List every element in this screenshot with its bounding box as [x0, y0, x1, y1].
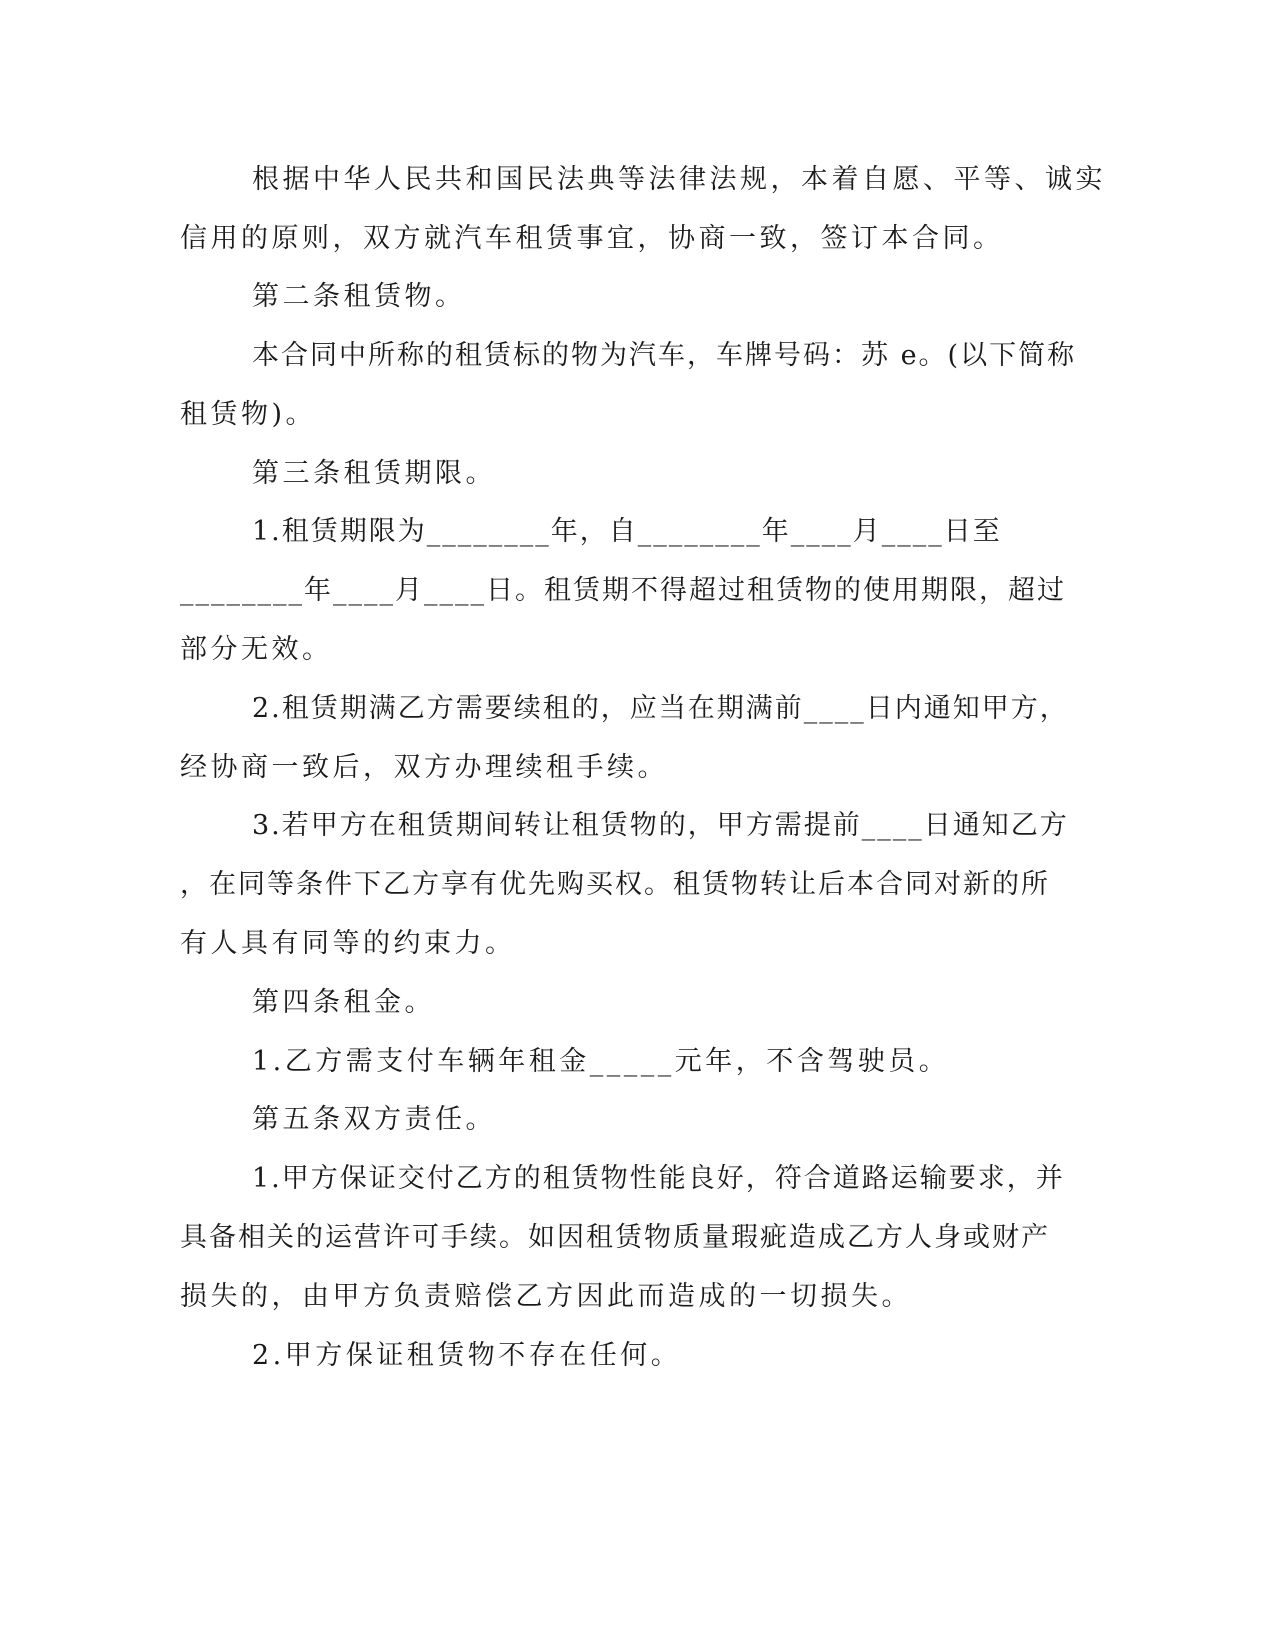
clause-3-3-line-2: ，在同等条件下乙方享有优先购买权。租赁物转让后本合同对新的所	[180, 869, 1050, 900]
clause-3-1-line-3: 部分无效。	[180, 634, 333, 665]
clause-3-2-line-2: 经协商一致后，双方办理续租手续。	[180, 752, 668, 783]
clause-5-1-line-3: 损失的，由甲方负责赔偿乙方因此而造成的一切损失。	[180, 1281, 912, 1312]
heading-article-4: 第四条租金。	[252, 987, 435, 1018]
clause-3-1-line-2: ________年____月____日。租赁期不得超过租赁物的使用期限，超过	[180, 575, 1066, 606]
clause-4-1: 1.乙方需支付车辆年租金_____元年，不含驾驶员。	[252, 1046, 950, 1077]
para-preamble-line-1: 根据中华人民共和国民法典等法律法规，本着自愿、平等、诚实	[252, 164, 1106, 195]
clause-3-1-line-1: 1.租赁期限为________年，自________年____月____日至	[252, 516, 1002, 547]
para-article-2-line-2: 租赁物)。	[180, 399, 317, 430]
para-article-2-line-1: 本合同中所称的租赁标的物为汽车，车牌号码：苏 e。(以下简称	[252, 340, 1077, 371]
clause-3-2-line-1: 2.租赁期满乙方需要续租的，应当在期满前____日内通知甲方，	[252, 693, 1069, 724]
clause-3-3-line-3: 有人具有同等的约束力。	[180, 928, 516, 959]
heading-article-2: 第二条租赁物。	[252, 281, 466, 312]
heading-article-5: 第五条双方责任。	[252, 1104, 496, 1135]
clause-5-2: 2.甲方保证租赁物不存在任何。	[252, 1340, 682, 1371]
clause-5-1-line-2: 具备相关的运营许可手续。如因租赁物质量瑕疵造成乙方人身或财产	[180, 1222, 1050, 1253]
heading-article-3: 第三条租赁期限。	[252, 458, 496, 489]
clause-3-3-line-1: 3.若甲方在租赁期间转让租赁物的，甲方需提前____日通知乙方	[252, 810, 1069, 841]
para-preamble-line-2: 信用的原则，双方就汽车租赁事宜，协商一致，签订本合同。	[180, 223, 1004, 254]
clause-5-1-line-1: 1.甲方保证交付乙方的租赁物性能良好，符合道路运输要求，并	[252, 1163, 1065, 1194]
